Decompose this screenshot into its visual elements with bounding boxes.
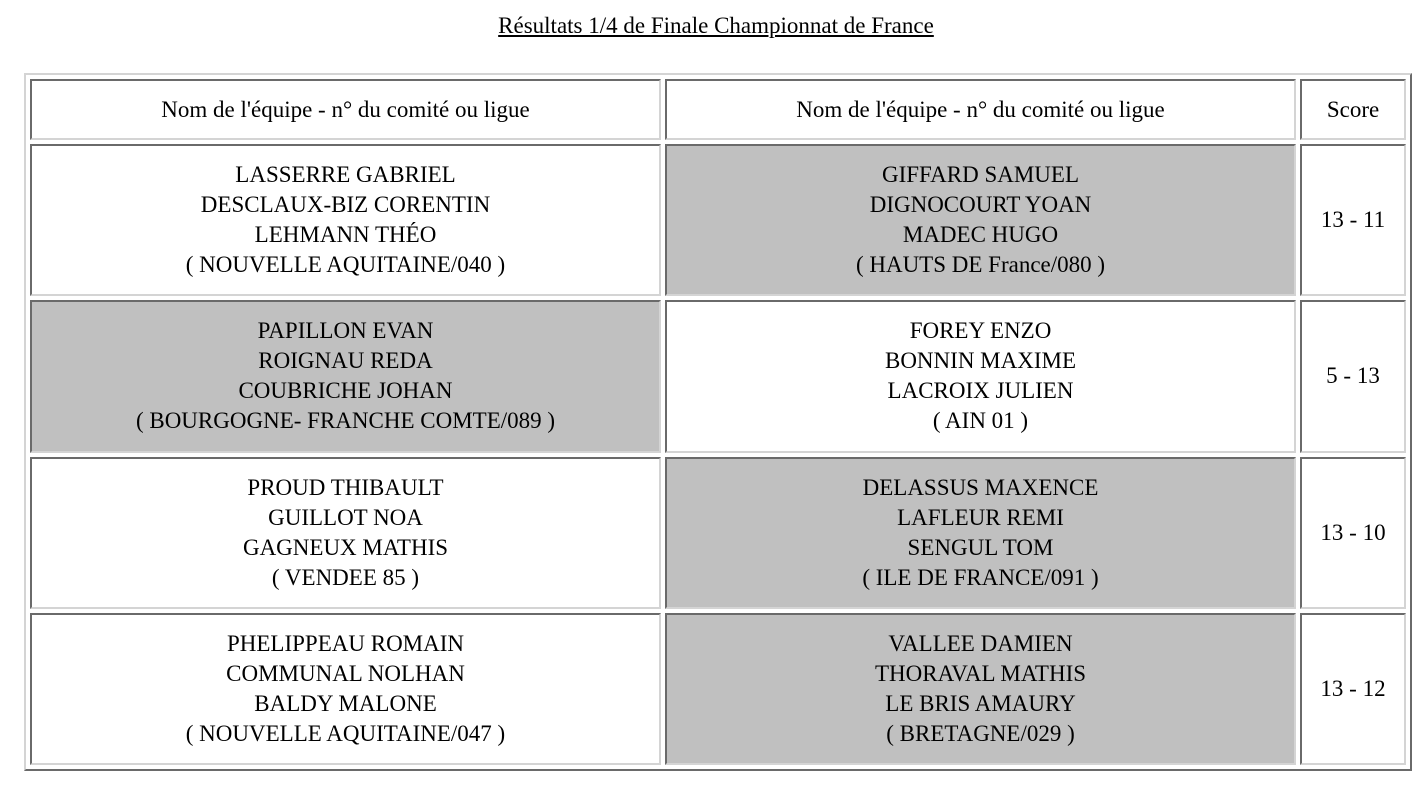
player-name: PHELIPPEAU ROMAIN xyxy=(226,630,465,656)
score-cell: 5 - 13 xyxy=(1300,300,1406,452)
player-name: COMMUNAL NOLHAN xyxy=(226,660,465,686)
page-title: Résultats 1/4 de Finale Championnat de France xyxy=(498,13,934,38)
score-cell: 13 - 12 xyxy=(1300,613,1406,765)
player-name: DIGNOCOURT YOAN xyxy=(869,192,1092,218)
team-a-cell xyxy=(30,613,661,765)
player-name: LE BRIS AMAURY xyxy=(885,690,1076,716)
player-name: DELASSUS MAXENCE xyxy=(862,474,1099,500)
team-a-cell xyxy=(30,144,661,296)
player-name: LACROIX JULIEN xyxy=(887,378,1074,404)
score-cell: 13 - 11 xyxy=(1300,144,1406,296)
header-team-b: Nom de l'équipe - n° du comité ou ligue xyxy=(665,79,1296,140)
player-name: GAGNEUX MATHIS xyxy=(242,534,449,560)
match-row xyxy=(30,144,1406,296)
player-name: LEHMANN THÉO xyxy=(254,222,437,248)
player-name: BONNIN MAXIME xyxy=(884,348,1077,374)
player-name: DESCLAUX-BIZ CORENTIN xyxy=(200,192,491,218)
player-name: SENGUL TOM xyxy=(907,534,1054,560)
team-a-cell xyxy=(30,457,661,609)
team-b-cell xyxy=(665,300,1296,452)
committee-label: ( BOURGOGNE- FRANCHE COMTE/089 ) xyxy=(135,408,556,434)
header-score: Score xyxy=(1300,79,1406,140)
team-b-cell xyxy=(665,613,1296,765)
committee-label: ( HAUTS DE France/080 ) xyxy=(855,252,1106,278)
team-b-cell xyxy=(665,144,1296,296)
player-name: GIFFARD SAMUEL xyxy=(881,162,1080,188)
player-name: LASSERRE GABRIEL xyxy=(235,162,456,188)
player-name: COUBRICHE JOHAN xyxy=(238,378,453,404)
player-name: GUILLOT NOA xyxy=(268,504,423,530)
committee-label: ( AIN 01 ) xyxy=(932,408,1029,434)
player-name: FOREY ENZO xyxy=(909,318,1052,344)
score-cell: 13 - 10 xyxy=(1300,457,1406,609)
player-name: THORAVAL MATHIS xyxy=(874,660,1087,686)
match-row xyxy=(30,613,1406,765)
header-row xyxy=(30,79,1406,140)
team-a-cell xyxy=(30,300,661,452)
player-name: ROIGNAU REDA xyxy=(258,348,433,374)
player-name: VALLEE DAMIEN xyxy=(888,630,1073,656)
committee-label: ( NOUVELLE AQUITAINE/047 ) xyxy=(185,720,506,746)
player-name: MADEC HUGO xyxy=(902,222,1059,248)
player-name: PAPILLON EVAN xyxy=(257,318,434,344)
match-row xyxy=(30,300,1406,452)
committee-label: ( NOUVELLE AQUITAINE/040 ) xyxy=(185,252,506,278)
match-row xyxy=(30,457,1406,609)
committee-label: ( VENDEE 85 ) xyxy=(271,564,420,590)
results-table xyxy=(24,73,1412,771)
committee-label: ( BRETAGNE/029 ) xyxy=(886,720,1075,746)
team-b-cell xyxy=(665,457,1296,609)
committee-label: ( ILE DE FRANCE/091 ) xyxy=(862,564,1099,590)
player-name: BALDY MALONE xyxy=(254,690,437,716)
header-team-a: Nom de l'équipe - n° du comité ou ligue xyxy=(30,79,661,140)
player-name: PROUD THIBAULT xyxy=(247,474,444,500)
player-name: LAFLEUR REMI xyxy=(897,504,1064,530)
